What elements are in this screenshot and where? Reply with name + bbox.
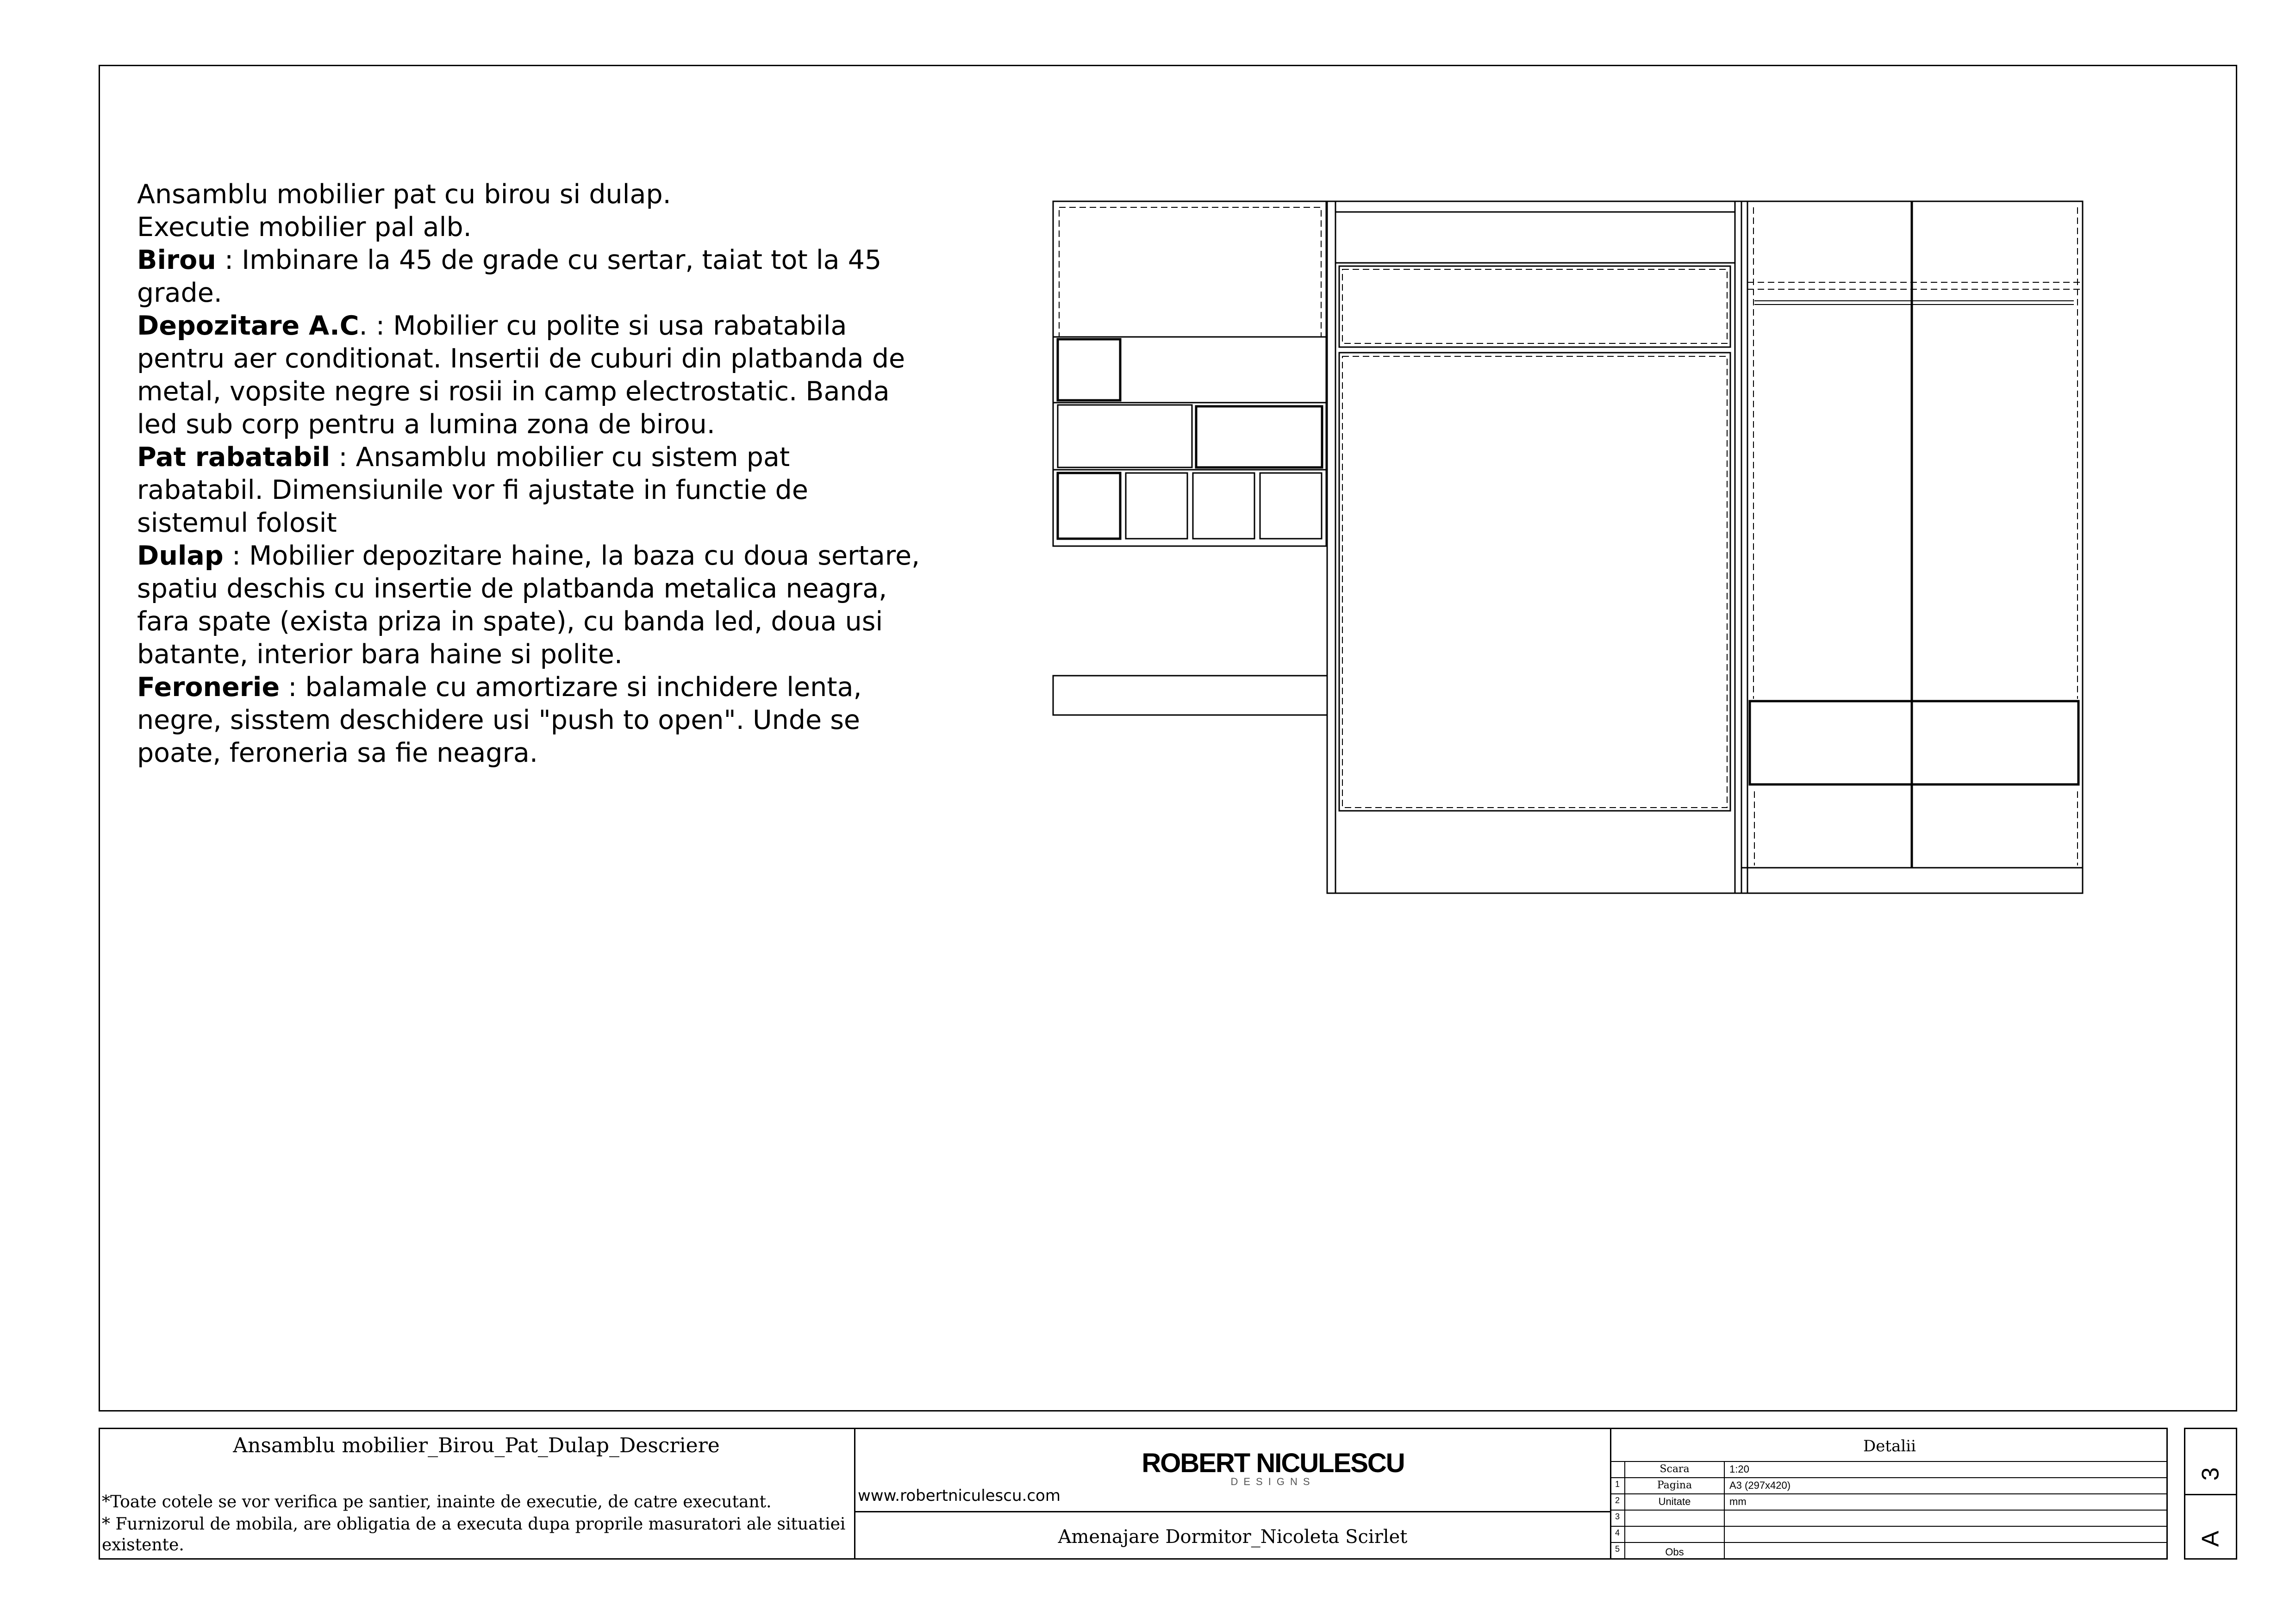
brand-sub: DESIGNS	[1230, 1476, 1316, 1487]
intro-line-1: Ansamblu mobilier pat cu birou si dulap.	[137, 179, 671, 210]
details-row-4	[1611, 1528, 2168, 1542]
section-title: Birou	[137, 245, 216, 275]
row-label: Obs	[1665, 1546, 1684, 1558]
row-value: A3 (297x420)	[1729, 1480, 1791, 1491]
row-label: Scara	[1660, 1463, 1690, 1475]
brand-name: ROBERT NICULESCU	[1142, 1448, 1404, 1478]
row-value: mm	[1729, 1496, 1747, 1507]
drawing-title: Ansamblu mobilier_Birou_Pat_Dulap_Descriere	[233, 1434, 720, 1457]
section-title: Depozitare A.C	[137, 311, 359, 341]
details-row-3	[1611, 1512, 2168, 1526]
note-supplier: * Furnizorul de mobila, are obligatia de a executa dupa proprile masuratori ale situatiei existente.	[102, 1515, 846, 1555]
row-num: 1	[1615, 1480, 1620, 1489]
details-header: Detalii	[1863, 1437, 1916, 1455]
details-row-scara	[1611, 1463, 2168, 1477]
details-row-obs	[1611, 1544, 2168, 1558]
row-num: 5	[1615, 1544, 1620, 1554]
details-row-unitate	[1611, 1496, 2168, 1510]
sheet-number: 3	[2197, 1467, 2224, 1481]
row-label: Pagina	[1657, 1480, 1692, 1491]
row-label: Unitate	[1658, 1496, 1691, 1507]
section-title: Feronerie	[137, 672, 280, 703]
website-link[interactable]: www.robertniculescu.com	[858, 1486, 1061, 1505]
intro-line-2: Executie mobilier pal alb.	[137, 212, 472, 243]
section-text: . : Mobilier cu polite si usa rabatabila pentru aer conditionat. Insertii de cuburi din platbanda de metal, vopsite negre si rosii in camp electrostatic. Banda led sub corp pentru a lumina zona de birou.	[137, 311, 905, 440]
row-num: 3	[1615, 1512, 1620, 1521]
row-num: 2	[1615, 1496, 1620, 1505]
note-verify-dimensions: *Toate cotele se vor verifica pe santier, inainte de executie, de catre executant.	[102, 1492, 772, 1511]
section-text: : Imbinare la 45 de grade cu sertar, taiat tot la 45 grade.	[137, 245, 882, 308]
section-text: : balamale cu amortizare si inchidere lenta, negre, sisstem deschidere usi "push to open". Unde se poate, feroneria sa fie neagra.	[137, 672, 862, 768]
section-text: : Mobilier depozitare haine, la baza cu doua sertare, spatiu deschis cu insertie de platbanda metalica neagra, fara spate (exista priza in spate), cu banda led, doua usi batante, interior bara haine si polite.	[137, 541, 920, 670]
project-name: Amenajare Dormitor_Nicoleta Scirlet	[1058, 1526, 1408, 1548]
row-num: 4	[1615, 1528, 1620, 1537]
details-row-pagina	[1611, 1480, 2168, 1493]
section-text: : Ansamblu mobilier cu sistem pat rabatabil. Dimensiunile vor fi ajustate in functie de sistemul folosit	[137, 442, 808, 538]
row-value: 1:20	[1729, 1463, 1749, 1475]
section-title: Dulap	[137, 541, 224, 571]
sheet-letter: A	[2197, 1530, 2224, 1547]
section-title: Pat rabatabil	[137, 442, 331, 473]
